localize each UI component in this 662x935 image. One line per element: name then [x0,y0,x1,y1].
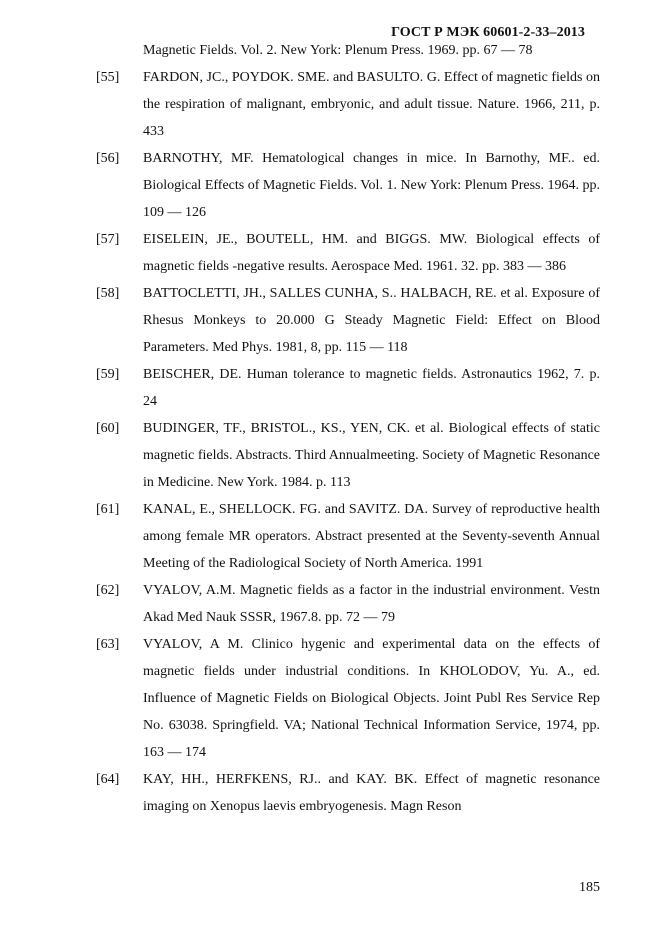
reference-item [0,577,600,631]
reference-number: [56] [96,151,120,166]
reference-text: BARNOTHY, MF. Hematological changes in mice. In Barnothy, MF.. ed. Biological Effects of Magnetic Fields. Vol. 1. New York: Plenum Press. 1964. pp. 109 — 126 [143,151,600,220]
reference-item [0,64,600,145]
reference-text: EISELEIN, JE., BOUTELL, HM. and BIGGS. MW. Biological effects of magnetic fields -negative results. Aerospace Med. 1961. 32. pp. 383 — 386 [143,232,600,274]
reference-text: KANAL, E., SHELLOCK. FG. and SAVITZ. DA. Survey of reproductive health among female MR operators. Abstract presented at the Seventy-seventh Annual Meeting of the Radiological Society of North America. 1991 [143,502,600,571]
reference-item [0,766,600,820]
reference-item [0,226,600,280]
page-number: 185 [579,880,600,895]
reference-text: BATTOCLETTI, JH., SALLES CUNHA, S.. HALBACH, RE. et al. Exposure of Rhesus Monkeys to 20.000 G Steady Magnetic Field: Effect on Blood Parameters. Med Phys. 1981, 8, pp. 115 — 118 [143,286,600,355]
reference-number: [60] [96,421,120,436]
reference-text: VYALOV, A.M. Magnetic fields as a factor in the industrial environment. Vestn Akad Med Nauk SSSR, 1967.8. pp. 72 — 79 [143,583,600,625]
reference-number: [61] [96,502,120,517]
reference-text: KAY, HH., HERFKENS, RJ.. and KAY. BK. Effect of magnetic resonance imaging on Xenopus laevis embryogenesis. Magn Reson [143,772,600,814]
reference-text: BUDINGER, TF., BRISTOL., KS., YEN, CK. et al. Biological effects of static magnetic fields. Abstracts. Third Annualmeeting. Society of Magnetic Resonance in Medicine. New York. 1984. p. 113 [143,421,600,490]
reference-text: FARDON, JC., POYDOK. SME. and BASULTO. G. Effect of magnetic fields on the respiration of malignant, embryonic, and adult tissue. Nature. 1966, 211, p. 433 [143,70,600,139]
reference-number: [55] [96,70,120,85]
reference-item [0,145,600,226]
reference-number: [57] [96,232,120,247]
reference-text: Magnetic Fields. Vol. 2. New York: Plenum Press. 1969. pp. 67 — 78 [143,43,533,58]
reference-continuation [0,37,600,64]
reference-number: [59] [96,367,120,382]
reference-number: [63] [96,637,120,652]
reference-text: BEISCHER, DE. Human tolerance to magnetic fields. Astronautics 1962, 7. p. 24 [143,367,600,409]
reference-text: VYALOV, A M. Clinico hygenic and experimental data on the effects of magnetic fields under industrial conditions. In KHOLODOV, Yu. A., ed. Influence of Magnetic Fields on Biological Objects. Joint Publ Res Service Rep No. 63038. Springfield. VA; National Technical Information Service, 1974, pp. 163 — 174 [143,637,600,760]
reference-item [0,361,600,415]
document-header: ГОСТ Р МЭК 60601-2-33–2013 [391,25,585,40]
reference-number: [58] [96,286,120,301]
reference-item [0,631,600,766]
reference-item [0,280,600,361]
reference-number: [62] [96,583,120,598]
reference-list [0,37,662,820]
reference-number: [64] [96,772,120,787]
reference-item [0,415,600,496]
reference-item [0,496,600,577]
